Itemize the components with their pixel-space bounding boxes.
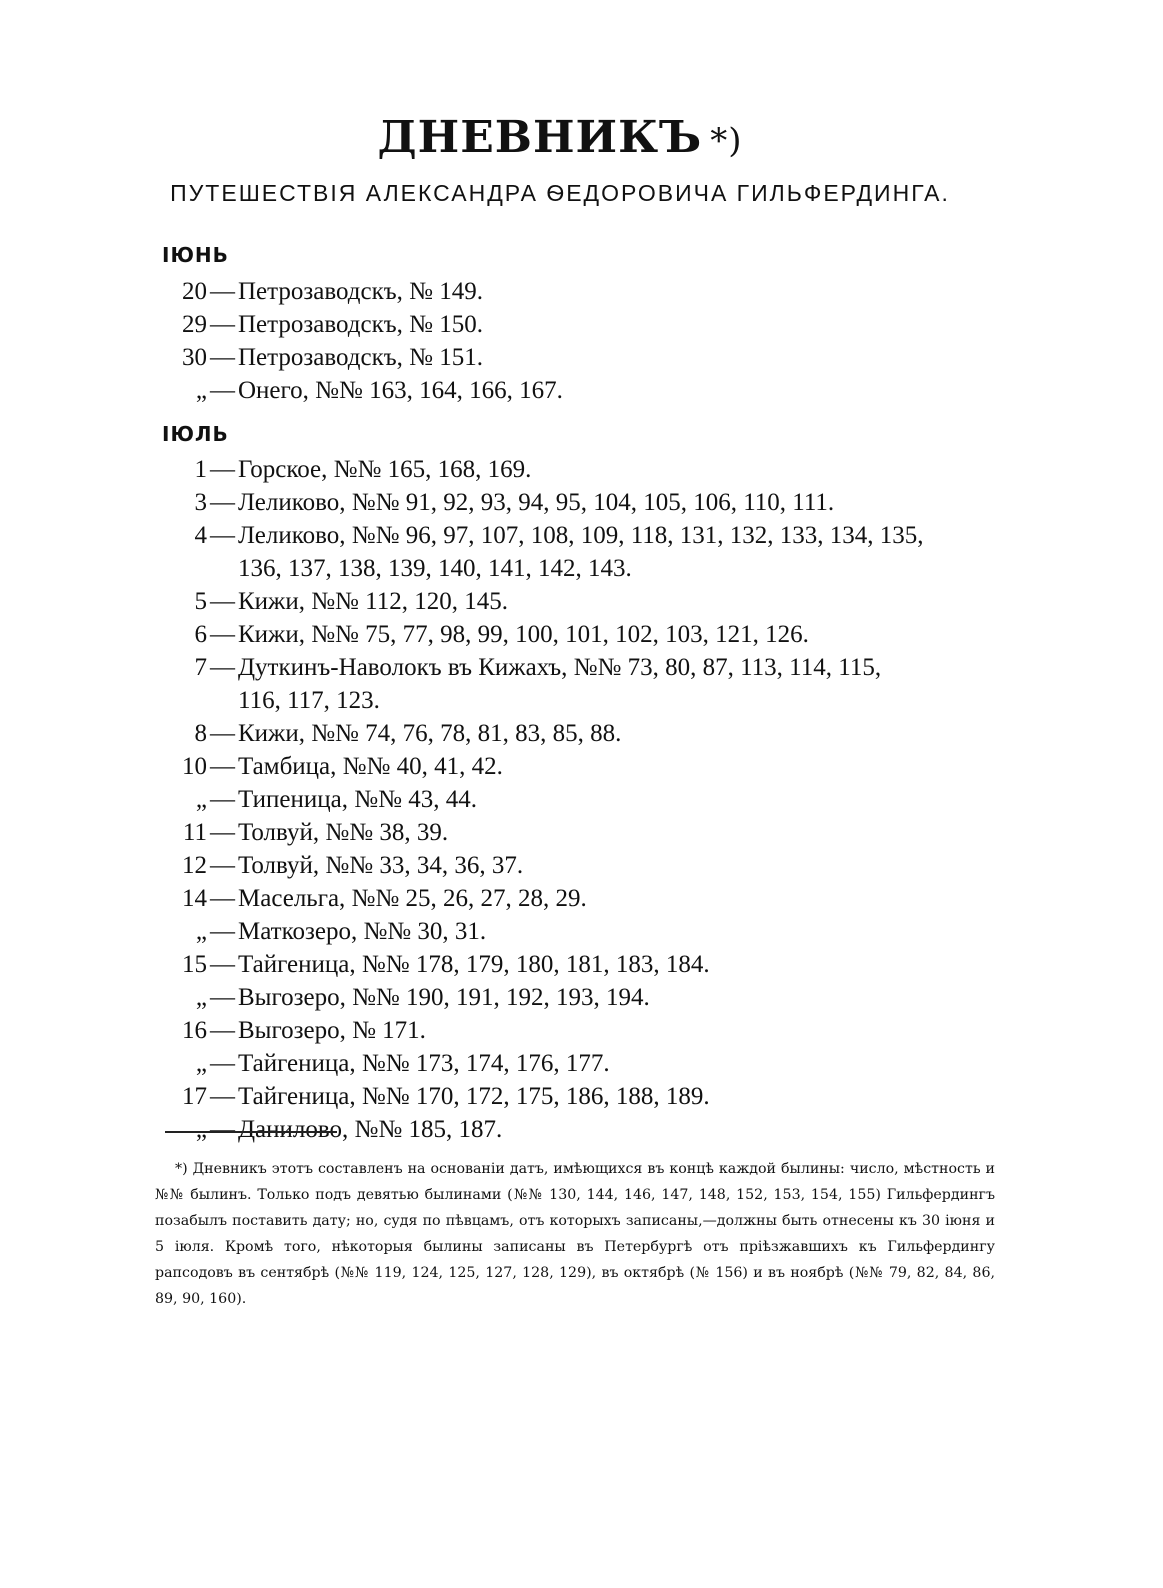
month-heading-june: ІЮНЬ <box>162 243 229 267</box>
entry-day: 1 <box>194 456 207 483</box>
entry-dash: — <box>210 1116 235 1143</box>
entry-dash: — <box>210 1050 235 1077</box>
entry-day: 15 <box>182 951 207 978</box>
list-item <box>0 1014 1163 1047</box>
list-item <box>0 1080 1163 1113</box>
entry-day: 4 <box>194 522 207 549</box>
entry-text: Кижи, №№ 112, 120, 145. <box>238 588 508 615</box>
entry-dash: — <box>210 344 235 371</box>
list-item <box>0 882 1163 915</box>
entry-dash: — <box>210 278 235 305</box>
list-item <box>0 849 1163 882</box>
entry-dash: — <box>210 522 235 549</box>
entry-day: 14 <box>182 885 207 912</box>
list-item <box>0 275 1163 308</box>
entry-day: „ <box>195 786 207 813</box>
entry-day: 6 <box>194 621 207 648</box>
entry-day: 12 <box>182 852 207 879</box>
list-item <box>0 453 1163 486</box>
entry-day: 20 <box>182 278 207 305</box>
entry-dash: — <box>210 720 235 747</box>
entry-text: Тамбица, №№ 40, 41, 42. <box>238 753 503 780</box>
entry-text: Петрозаводскъ, № 149. <box>238 278 484 305</box>
entry-dash: — <box>210 753 235 780</box>
entry-text: Горское, №№ 165, 168, 169. <box>238 456 532 483</box>
entry-day: „ <box>195 984 207 1011</box>
entry-text: Леликово, №№ 91, 92, 93, 94, 95, 104, 105, 106, 110, 111. <box>238 489 835 516</box>
entry-day: 10 <box>182 753 207 780</box>
july-entry-list <box>0 453 1163 1146</box>
entry-text: Тайгеница, №№ 173, 174, 176, 177. <box>238 1050 610 1077</box>
entry-dash: — <box>210 786 235 813</box>
page-title <box>0 112 1120 163</box>
list-item <box>0 308 1163 341</box>
entry-dash: — <box>210 377 235 404</box>
june-entry-list <box>0 275 1163 407</box>
footnote: *) Дневникъ этотъ составленъ на основаніи датъ, имѣющихся въ концѣ каждой былины: число, мѣстность и №№ былинъ. Только подъ девятью былинами (№№ 130, 144, 146, 147, 148, 152, 153, 154, 155) Гильфердингъ позабылъ поставить дату; но, судя по пѣвцамъ, отъ которыхъ записаны,—должны быть отнесены къ 30 іюня и 5 іюля. Кромѣ того, нѣкоторыя былины записаны въ Петербургѣ отъ пріѣзжавшихъ къ Гильфердингу рапсодовъ въ сентябрѣ (№№ 119, 124, 125, 127, 128, 129), въ октябрѣ (№ 156) и въ ноябрѣ (№№ 79, 82, 84, 86, 89, 90, 160). <box>155 1161 995 1307</box>
entry-day: 5 <box>194 588 207 615</box>
month-heading-july: ІЮЛЬ <box>162 422 229 446</box>
entry-dash: — <box>210 489 235 516</box>
entry-text: Толвуй, №№ 38, 39. <box>238 819 449 846</box>
list-item <box>0 816 1163 849</box>
list-item <box>0 618 1163 651</box>
entry-text: Тайгеница, №№ 170, 172, 175, 186, 188, 189. <box>238 1083 710 1110</box>
entry-day: „ <box>195 377 207 404</box>
entry-text: Онего, №№ 163, 164, 166, 167. <box>238 377 563 404</box>
entry-day: 16 <box>182 1017 207 1044</box>
entry-day: 3 <box>194 489 207 516</box>
entry-day: 11 <box>182 819 207 846</box>
entry-day: 29 <box>182 311 207 338</box>
entry-dash: — <box>210 654 235 681</box>
list-item <box>0 915 1163 948</box>
entry-text: Кижи, №№ 74, 76, 78, 81, 83, 85, 88. <box>238 720 622 747</box>
entry-dash: — <box>210 311 235 338</box>
entry-dash: — <box>210 1083 235 1110</box>
entry-text: Маткозеро, №№ 30, 31. <box>238 918 487 945</box>
entry-dash: — <box>210 1017 235 1044</box>
entry-text: Петрозаводскъ, № 151. <box>238 344 484 371</box>
entry-day: 8 <box>194 720 207 747</box>
list-item <box>0 1047 1163 1080</box>
entry-dash: — <box>210 621 235 648</box>
entry-text: Дуткинъ-Наволокъ въ Кижахъ, №№ 73, 80, 87, 113, 114, 115, 116, 117, 123. <box>238 654 882 714</box>
entry-day: „ <box>195 918 207 945</box>
list-item <box>0 783 1163 816</box>
entry-day: „ <box>195 1116 207 1143</box>
list-item <box>0 1113 1163 1146</box>
entry-text: Толвуй, №№ 33, 34, 36, 37. <box>238 852 524 879</box>
entry-dash: — <box>210 852 235 879</box>
list-item <box>0 750 1163 783</box>
list-item <box>0 651 1163 717</box>
entry-dash: — <box>210 984 235 1011</box>
entry-text: Выгозеро, № 171. <box>238 1017 426 1044</box>
entry-dash: — <box>210 456 235 483</box>
entry-text: Выгозеро, №№ 190, 191, 192, 193, 194. <box>238 984 650 1011</box>
title-footnote-mark: *) <box>710 121 743 161</box>
entry-day: 17 <box>182 1083 207 1110</box>
entry-text: Леликово, №№ 96, 97, 107, 108, 109, 118, 131, 132, 133, 134, 135, 136, 137, 138, 139, 140, 141, 142, 143. <box>238 522 924 582</box>
entry-text: Типеница, №№ 43, 44. <box>238 786 477 813</box>
page-subtitle: ПУТЕШЕСТВІЯ АЛЕКСАНДРА ѲЕДОРОВИЧА ГИЛЬФЕРДИНГА. <box>170 180 950 206</box>
entry-dash: — <box>210 951 235 978</box>
list-item <box>0 374 1163 407</box>
list-item <box>0 585 1163 618</box>
entry-text: Данилово, №№ 185, 187. <box>238 1116 503 1143</box>
entry-day: 7 <box>194 654 207 681</box>
entry-text: Кижи, №№ 75, 77, 98, 99, 100, 101, 102, 103, 121, 126. <box>238 621 809 648</box>
entry-text: Масельга, №№ 25, 26, 27, 28, 29. <box>238 885 587 912</box>
list-item <box>0 486 1163 519</box>
entry-day: 30 <box>182 344 207 371</box>
entry-dash: — <box>210 918 235 945</box>
footnote-divider <box>165 1131 337 1133</box>
entry-dash: — <box>210 588 235 615</box>
list-item <box>0 948 1163 981</box>
list-item <box>0 341 1163 374</box>
entry-dash: — <box>210 819 235 846</box>
title-text: ДНЕВНИКЪ <box>377 112 703 163</box>
entry-text: Петрозаводскъ, № 150. <box>238 311 484 338</box>
entry-day: „ <box>195 1050 207 1077</box>
entry-dash: — <box>210 885 235 912</box>
list-item <box>0 981 1163 1014</box>
list-item <box>0 717 1163 750</box>
list-item <box>0 519 1163 585</box>
entry-text: Тайгеница, №№ 178, 179, 180, 181, 183, 184. <box>238 951 710 978</box>
